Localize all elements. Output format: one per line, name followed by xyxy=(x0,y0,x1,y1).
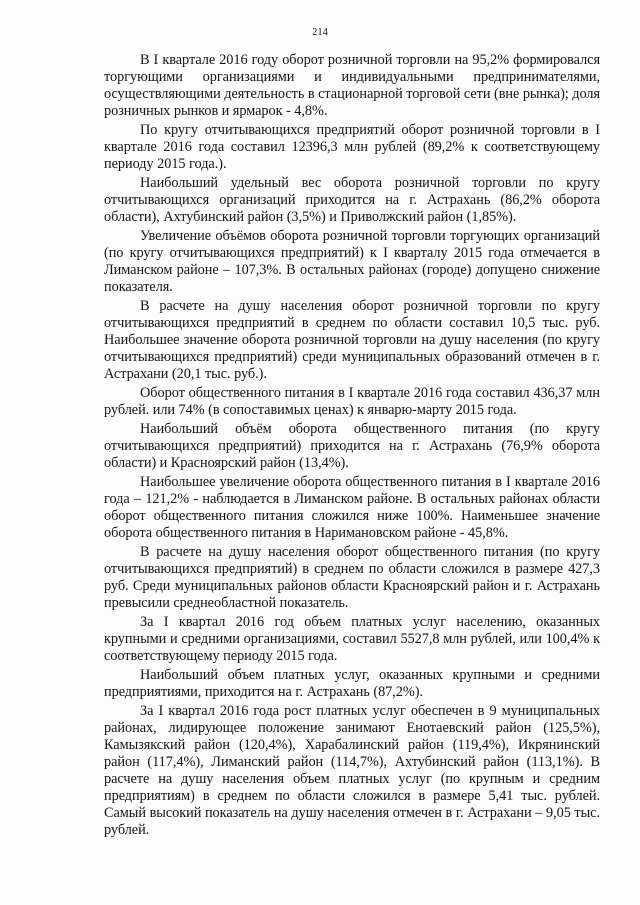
paragraph-retail-growth: Увеличение объёмов оборота розничной торговли торгующих организаций (по кругу отчитывающихся предприятий) к I кварталу 2015 года отмечается в Лиманском районе – 107,3%. В остальных районах (городе) допущено снижение показателя. xyxy=(104,228,600,295)
paragraph-retail-turnover: По кругу отчитывающихся предприятий оборот розничной торговли в I квартале 2016 года составил 12396,3 млн рублей (89,2% к соответствующему периоду 2015 года.). xyxy=(104,122,600,172)
paragraph-paid-services-volume: За I квартал 2016 год объем платных услуг населению, оказанных крупными и средними организациями, составил 5527,8 млн рублей, или 100,4% к соответствующему периоду 2015 года. xyxy=(104,614,600,664)
paragraph-retail-structure: В I квартале 2016 году оборот розничной торговли на 95,2% формировался торгующими организациями и индивидуальными предпринимателями, осуществляющими деятельность в стационарной торговой сети (вне рынка); доля розничных рынков и ярмарок - 4,8%. xyxy=(104,52,600,119)
paragraph-catering-growth: Наибольшее увеличение оборота общественного питания в I квартале 2016 года – 121,2% - наблюдается в Лиманском районе. В остальных районах области оборот общественного питания сложился ниже 100%. Наименьшее значение оборота общественного питания в Наримановском районе - 45,8%. xyxy=(104,474,600,541)
paragraph-paid-services-growth: За I квартал 2016 года рост платных услуг обеспечен в 9 муниципальных районах, лидирующее положение занимают Енотаевский район (125,5%), Камызякский район (120,4%), Харабалинский район (119,4%), Икрянинский район (117,4%), Лиманский район (114,7%), Ахтубинский район (113,1%). В расчете на душу населения объем платных услуг (по крупным и средним предприятиям) в среднем по области сложился в размере 5,41 тыс. рублей. Самый высокий показатель на душу населения отмечен в г. Астрахани – 9,05 тыс. рублей. xyxy=(104,703,600,838)
paragraph-catering-turnover: Оборот общественного питания в I квартале 2016 года составил 436,37 млн рублей. или 74% (в сопоставимых ценах) к январю-марту 2015 года. xyxy=(104,385,600,418)
document-body xyxy=(104,52,600,841)
paragraph-retail-share: Наибольший удельный вес оборота розничной торговли по кругу отчитывающихся организаций приходится на г. Астрахань (86,2% оборота области), Ахтубинский район (3,5%) и Приволжский район (1,85%). xyxy=(104,175,600,225)
paragraph-paid-services-share: Наибольший объем платных услуг, оказанных крупными и средними предприятиями, приходится на г. Астрахань (87,2%). xyxy=(104,667,600,700)
paragraph-catering-per-capita: В расчете на душу населения оборот общественного питания (по кругу отчитывающихся предприятий) в среднем по области сложился в размере 427,3 руб. Среди муниципальных районов области Красноярский район и г. Астрахань превысили среднеобластной показатель. xyxy=(104,544,600,611)
paragraph-catering-share: Наибольший объём оборота общественного питания (по кругу отчитывающихся предприятий) приходится на г. Астрахань (76,9% оборота области) и Красноярский район (13,4%). xyxy=(104,421,600,471)
paragraph-retail-per-capita: В расчете на душу населения оборот розничной торговли по кругу отчитывающихся предприятий в среднем по области составил 10,5 тыс. руб. Наибольшее значение оборота розничной торговли на душу населения (по кругу отчитывающихся предприятий) среди муниципальных образований отмечен в г. Астрахани (20,1 тыс. руб.). xyxy=(104,298,600,382)
page-number: 214 xyxy=(312,27,328,38)
